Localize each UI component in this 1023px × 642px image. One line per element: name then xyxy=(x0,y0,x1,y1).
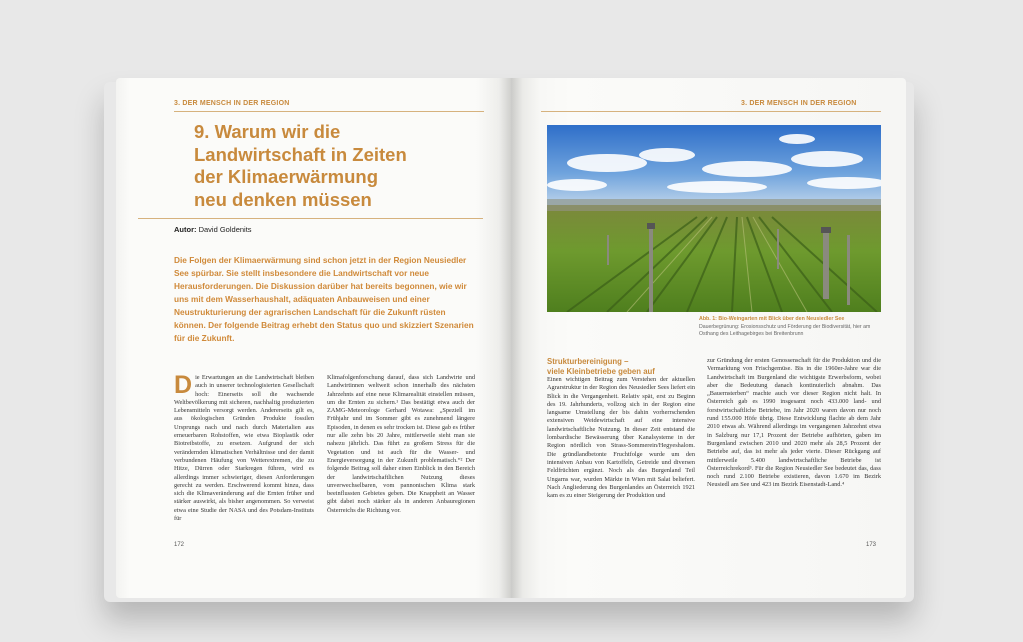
author-name: David Goldenits xyxy=(198,225,252,234)
running-header: 3. DER MENSCH IN DER REGION xyxy=(741,100,857,107)
title-line: Landwirtschaft in Zeiten xyxy=(194,143,407,165)
body-column-3: Einen wichtigen Beitrag zum Verstehen der aktuellen Agrarstruktur in der Region des Neusiedler Sees liefert ein Blick in die Vergangenheit. Relativ spät, erst zu Beginn des 19. Jahrhunderts, vollzog sich in der Region eine langsame Umstellung der bis dahin vorherrschenden extensiven Weidewirtschaft auf eine intensive landwirtschaftliche Nutzung. In dieser Zeit entstand die lombardische Bewässerung über Kanalsysteme in der Region nördlich von Strass-Sommerein/Hegyeshalom. Die gründlandbetonte Fruchtfolge wurde um den intensiven Anbau von Kartoffeln, Getreide und diversen Feldfrüchten ergänzt. Noch als das Burgenland Teil Ungarns war, wurden Märkte in Wien mit Salat beliefert. Nach Angliederung des Burgenlandes an Österreich 1921 kam es zu einer Steigerung der Produktion und xyxy=(547,376,695,500)
author-line xyxy=(174,225,252,234)
running-header: 3. DER MENSCH IN DER REGION xyxy=(174,100,290,107)
author-label: Autor: xyxy=(174,225,197,234)
vineyard-photo xyxy=(547,125,881,312)
header-rule xyxy=(174,111,484,112)
book-gutter xyxy=(499,78,523,598)
right-page xyxy=(511,78,906,598)
title-rule xyxy=(138,218,483,219)
section-heading-line: Strukturbereinigung – xyxy=(547,357,629,366)
body-text: ie Erwartungen an die Landwirtschaft bleiben auch in unserer technologisierten Gesellschaft hoch: Einerseits soll die wachsende Weltbevölkerung mit sicheren, nachhaltig produzierten Lebensmitteln versorgt werden. Andererseits gilt es, aus ökologischen Gründen Produkte fossilen Ursprungs nach und nach durch Materialien aus erneuerbaren Rohstoffen, wie etwa Bioplastik oder Biotreibstoffe, zu ersetzen. Aufgrund der sich verändernden klimatischen Verhältnisse und der damit verbundenen Häufung von Wetterextremen, die zu Hitze, Dürren oder Starkregen führen, wird es allerdings immer schwieriger, diesen Anforderungen gerecht zu werden. Erschwerend kommt hinzu, dass sich die Klimaveränderung auf die Ernten früher und stärker auswirkt, als bisher angenommen. So verweist etwa eine Studie der NASA und des Potsdam-Instituts für xyxy=(174,374,314,523)
title-line: neu denken müssen xyxy=(194,188,372,210)
title-line: der Klimaerwärmung xyxy=(194,166,379,187)
header-rule xyxy=(541,111,881,112)
open-book xyxy=(116,78,906,598)
section-heading xyxy=(547,357,697,376)
left-page xyxy=(116,78,511,598)
section-heading-line: viele Kleinbetriebe geben auf xyxy=(547,366,655,376)
figure-caption-title: Abb. 1: Bio-Weingarten mit Blick über den Neusiedler See xyxy=(699,316,845,322)
page-number: 172 xyxy=(174,542,185,548)
drop-cap: D xyxy=(174,371,193,399)
body-column-1 xyxy=(174,371,314,523)
title-line: 9. Warum wir die xyxy=(194,121,341,142)
page-number: 173 xyxy=(865,542,876,548)
figure-caption: Dauerbegrünung: Erosionsschutz und Förderung der Biodiversität, hier am Osthang des Leithagebirges bei Breitenbrunn xyxy=(699,324,871,337)
body-column-2: Klimafolgenforschung darauf, dass sich Landwirte und Landwirtinnen weltweit schon innerhalb des nächsten Jahrzehnts auf eine neue Klimarealität einstellen müssen, um die Ernten zu sichern.¹ Das bestätigt etwa auch der ZAMG-Meteorologe Gerhard Wotawa: „Speziell im Frühjahr und im Sommer gibt es zunehmend längere Episoden, in denen es sehr trocken ist. Diese gab es früher nur alle zehn bis 20 Jahre, mittlerweile sieht man sie nahezu jährlich. Das führt zu großem Stress für die Vegetation und ist auch für die Wasser- und Energieversorgung in der Zukunft problematisch.“² Der folgende Beitrag soll daher einen Einblick in den Bereich der landwirtschaftlichen Nutzung dieses unverwechselbaren, vom pannonischen Klima stark beeinflussten Gebietes geben. Die Knappheit an Wasser gibt dabei noch stärker als in anderen Anbauregionen Österreichs die Richtung vor. xyxy=(327,374,475,514)
lead-paragraph: Die Folgen der Klimaerwärmung sind schon jetzt in der Region Neusiedler See spürbar. Sie stellt insbesondere die Landwirtschaft vor neue Herausforderungen. Die Diskussion darüber hat bereits begonnen, wie wir uns mit dem Wasserhaushalt, adäquaten Anbauweisen und einer Neustrukturierung der agrarischen Landschaft für die Zukunft rüsten können. Der folgende Beitrag erhebt den Status quo und skizziert Szenarien für die Zukunft. xyxy=(174,255,474,343)
body-column-4: zur Gründung der ersten Genossenschaft für die Produktion und die Vermarktung von Frischgemüse. Bis in die 1960er-Jahre war die Landwirtschaft im Burgenland die wichtigste Erwerbsform, wobei aber die Bedeutung danach kontinuierlich abnahm. Das „Bauernsterben“ machte auch vor dieser Region nicht halt. In Österreich gab es 1990 insgesamt noch 433.000 land- und forstwirtschaftliche Betriebe, im Jahr 2020 waren davon nur noch rund 155.000 Höfe übrig. Diese Entwicklung flachte ab dem Jahr 2010 etwas ab. Während allerdings im vergangenen Jahrzehnt etwa in Salzburg nur 17,1 Prozent der Betriebe aufhörten, gaben im Burgenland zwischen 2010 und 2020 mehr als 28,5 Prozent der Betriebe auf, das ist mehr als jeder vierte. Dieser Rückgang auf mittlerweile 5.400 landwirtschaftliche Betriebe ist Österreichrekord³. Für die Region Neusiedler See bedeutet das, dass noch rund 2.100 Betriebe existieren, davon 1.670 im Bezirk Neusiedl am See und 423 im Bezirk Eisenstadt-Land.⁴ xyxy=(707,357,881,489)
chapter-title xyxy=(194,121,474,211)
